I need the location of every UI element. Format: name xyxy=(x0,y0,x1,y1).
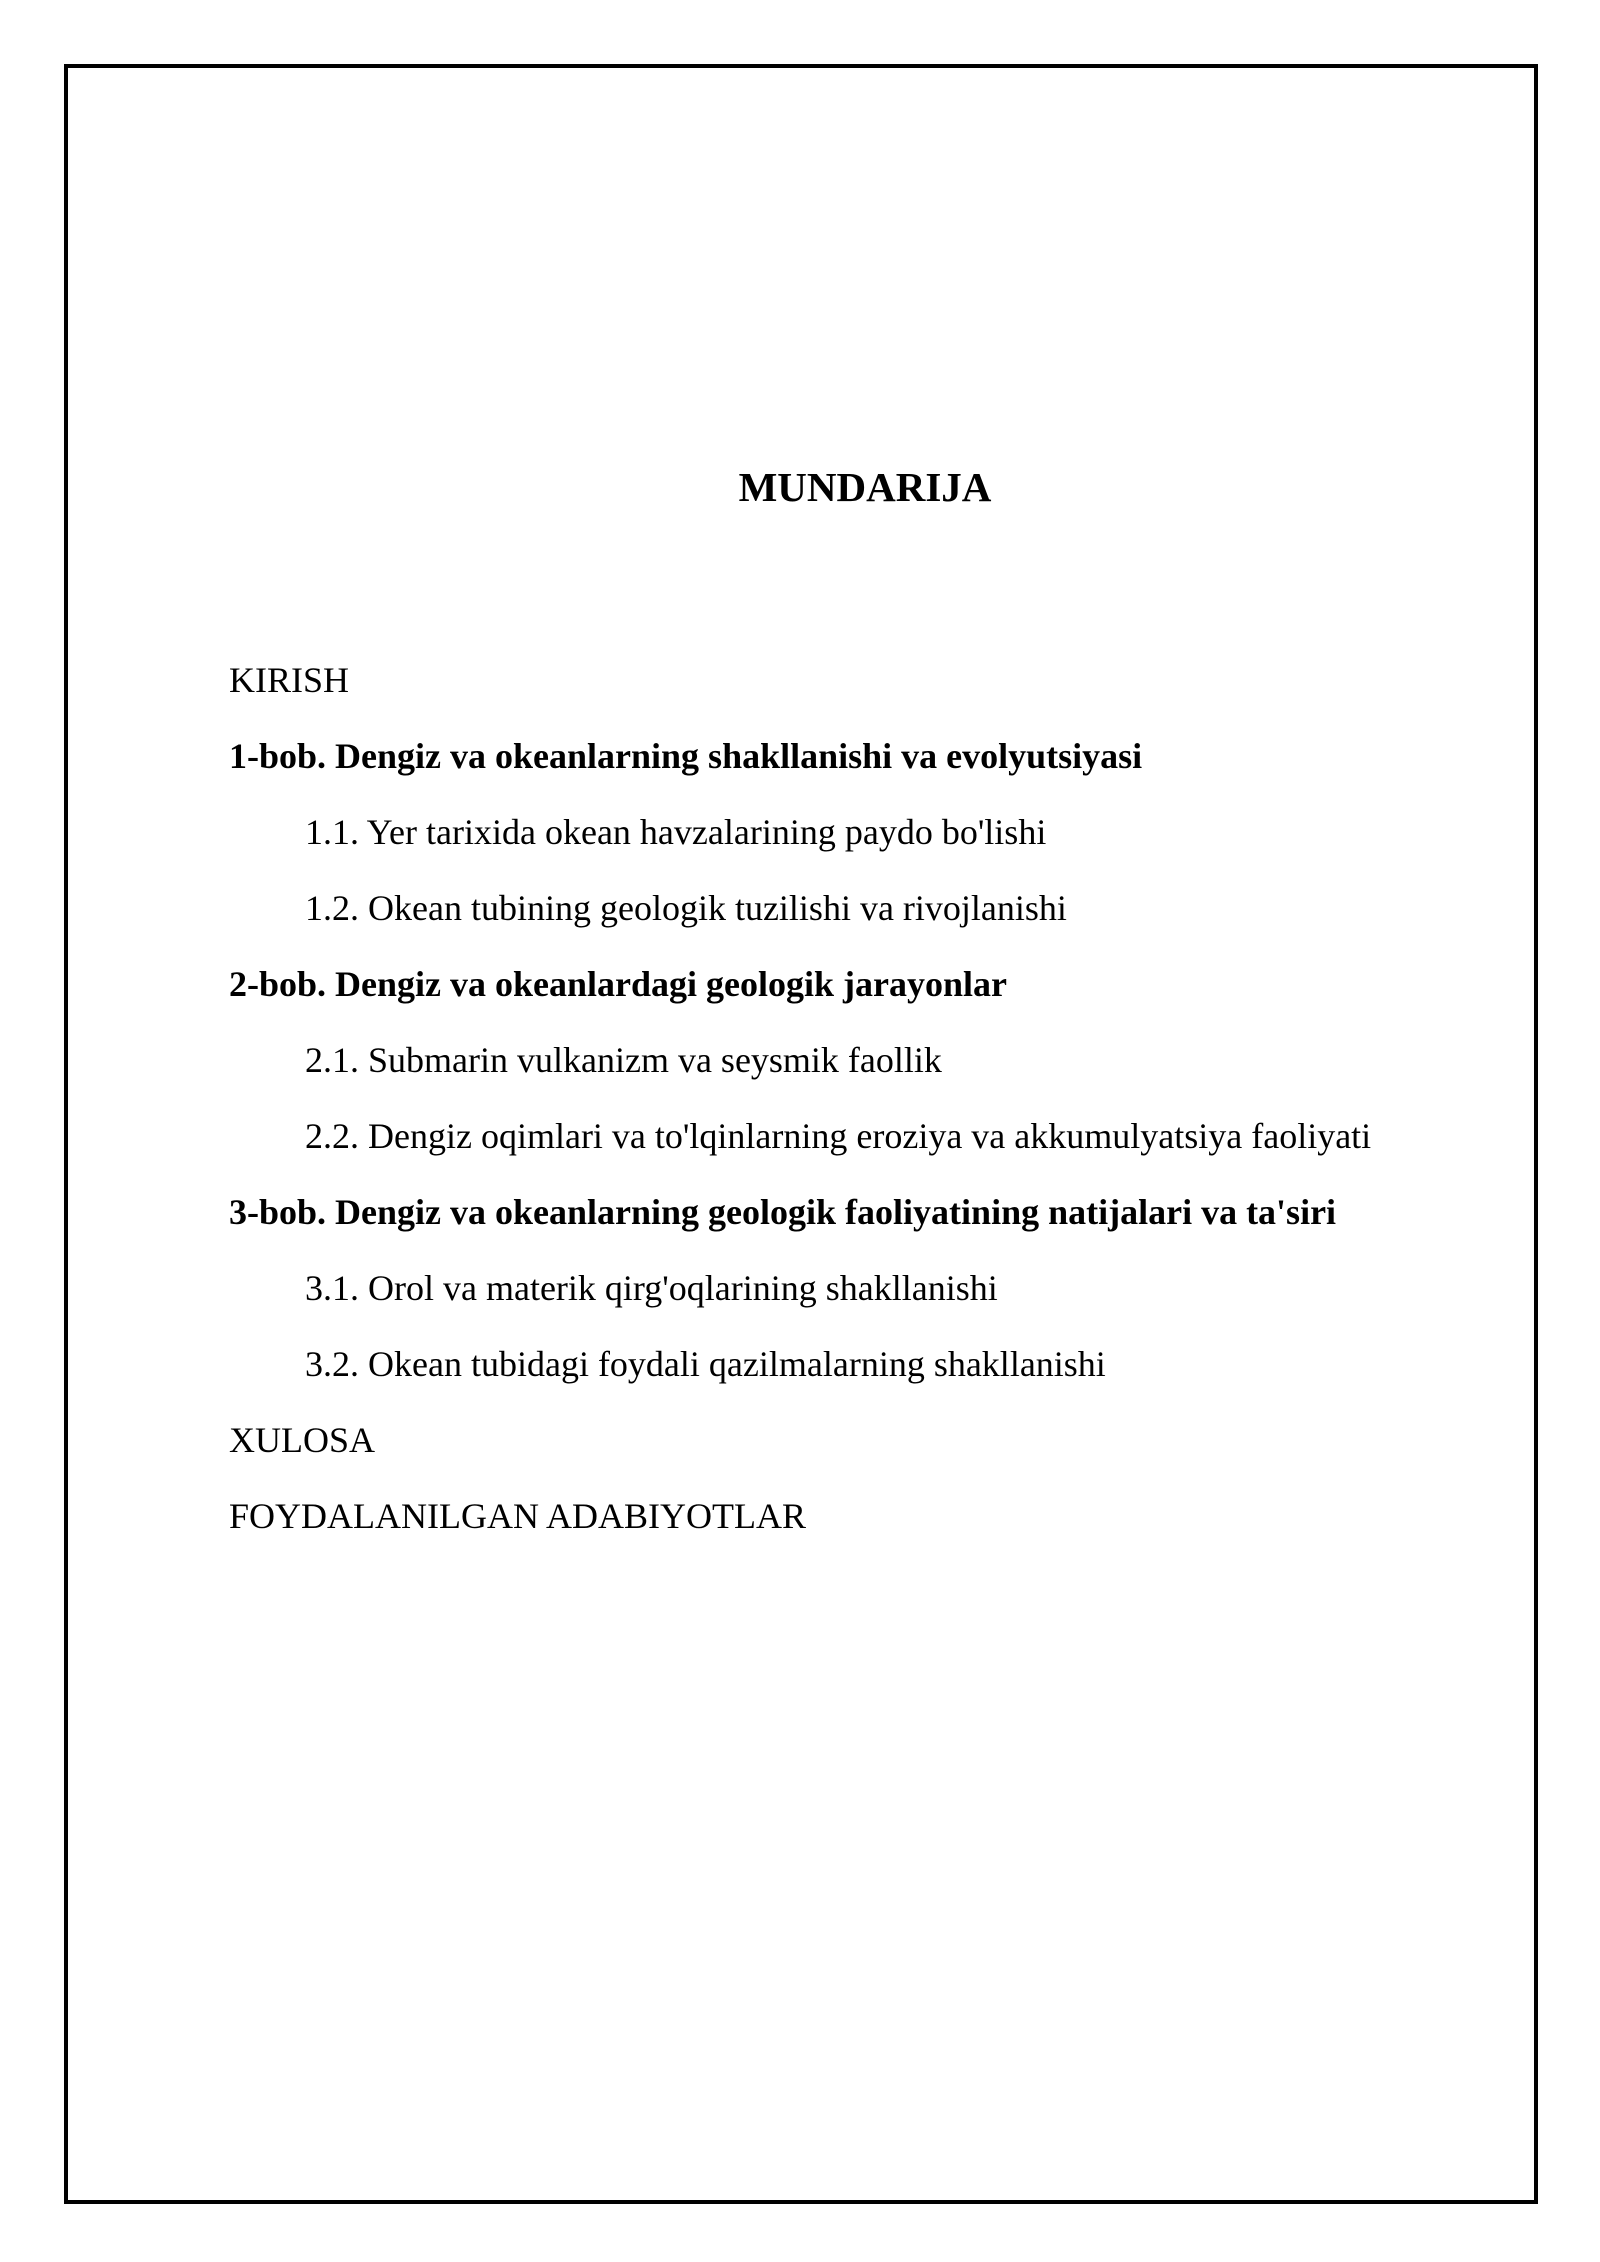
toc-entry-section-1-2: 1.2. Okean tubining geologik tuzilishi va rivojlanishi xyxy=(305,888,1067,928)
toc-entry-chapter-2: 2-bob. Dengiz va okeanlardagi geologik jarayonlar xyxy=(229,964,1008,1004)
toc-entry-section-3-2: 3.2. Okean tubidagi foydali qazilmalarning shakllanishi xyxy=(305,1344,1106,1384)
toc-entry-chapter-1: 1-bob. Dengiz va okeanlarning shakllanishi va evolyutsiyasi xyxy=(229,736,1143,776)
table-of-contents xyxy=(229,642,1509,1554)
toc-entry-section-2-1: 2.1. Submarin vulkanizm va seysmik faollik xyxy=(305,1040,942,1080)
toc-entry-section-2-2: 2.2. Dengiz oqimlari va to'lqinlarning eroziya va akkumulyatsiya faoliyati xyxy=(305,1116,1372,1156)
toc-entry-section-1-1: 1.1. Yer tarixida okean havzalarining paydo bo'lishi xyxy=(305,812,1047,852)
toc-entry-chapter-3: 3-bob. Dengiz va okeanlarning geologik faoliyatining natijalari va ta'siri xyxy=(229,1192,1337,1232)
page-title: MUNDARIJA xyxy=(738,464,992,510)
toc-entry-references: FOYDALANILGAN ADABIYOTLAR xyxy=(229,1496,806,1536)
toc-entry-introduction: KIRISH xyxy=(229,660,350,700)
toc-entry-section-3-1: 3.1. Orol va materik qirg'oqlarining shakllanishi xyxy=(305,1268,998,1308)
toc-entry-conclusion: XULOSA xyxy=(229,1420,376,1460)
